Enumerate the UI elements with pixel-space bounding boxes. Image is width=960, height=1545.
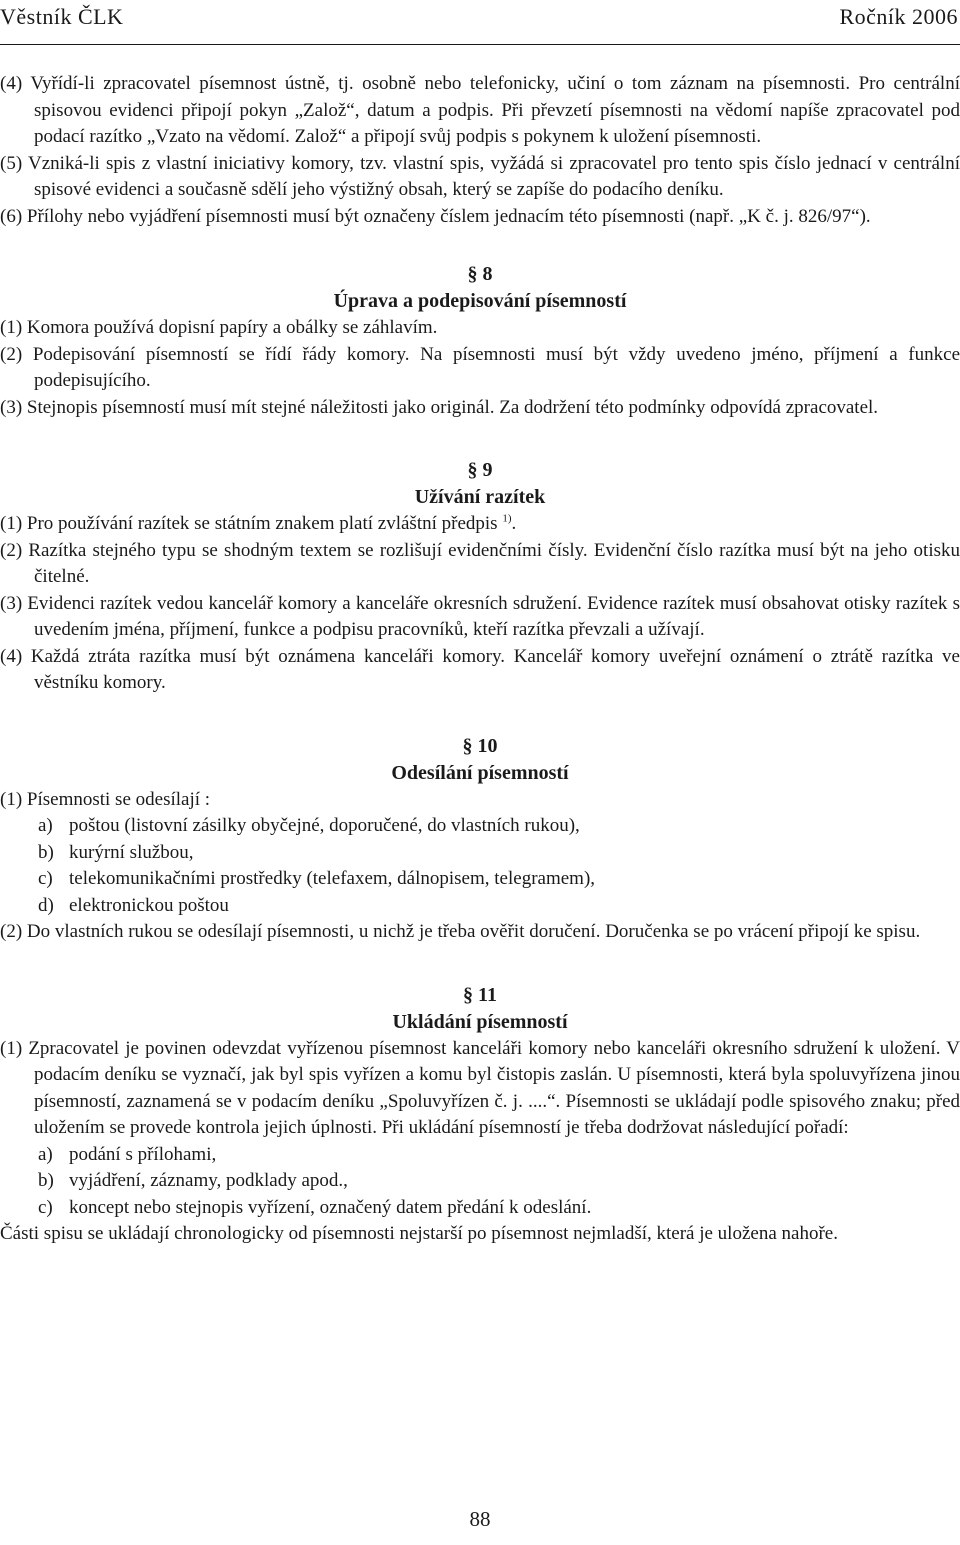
paragraph: (2) Do vlastních rukou se odesílají písemnosti, u nichž je třeba ověřit doručení. Doručenka se po vrácení připojí ke spisu. bbox=[0, 921, 921, 942]
list-text: telekomunikačními prostředky (telefaxem, dálnopisem, telegramem), bbox=[69, 868, 596, 889]
section-number: § 8 bbox=[467, 263, 493, 285]
section-title: Odesílání písemností bbox=[391, 761, 569, 784]
list-text: kurýrní službou, bbox=[69, 841, 194, 863]
section-11 bbox=[0, 982, 960, 1248]
document-body bbox=[0, 71, 960, 1248]
list-text: vyjádření, záznamy, podklady apod., bbox=[69, 1170, 348, 1191]
section-number: § 9 bbox=[467, 459, 493, 481]
section-10 bbox=[0, 733, 960, 946]
list-marker: d) bbox=[38, 894, 54, 916]
footnote-reference: 1) bbox=[502, 512, 512, 525]
list-text: elektronickou poštou bbox=[69, 894, 229, 916]
page-number: 88 bbox=[469, 1507, 491, 1531]
header-rule bbox=[0, 44, 960, 45]
list-item bbox=[0, 866, 960, 893]
section-number: § 11 bbox=[463, 983, 497, 1006]
paragraph: (1) Komora používá dopisní papíry a obálky se záhlavím. bbox=[0, 317, 438, 338]
list-marker: c) bbox=[38, 1196, 53, 1218]
section-number: § 10 bbox=[462, 734, 498, 757]
paragraph: (4) Každá ztráta razítka musí být oznámena kanceláři komory. Kancelář komory uveřejní oznámení o ztrátě razítka ve věstníku komory. bbox=[0, 645, 960, 693]
list-marker: b) bbox=[38, 1170, 54, 1191]
section-9 bbox=[0, 457, 960, 697]
section-title: Úprava a podepisování písemností bbox=[333, 290, 627, 312]
paragraph-end: . bbox=[511, 513, 517, 534]
list-marker: b) bbox=[38, 841, 54, 863]
paragraph: (3) Stejnopis písemností musí mít stejné náležitosti jako originál. Za dodržení této podmínky odpovídá zpracovatel. bbox=[0, 396, 879, 418]
paragraph: (3) Evidenci razítek vedou kancelář komory a kanceláře okresních sdružení. Evidence razítek musí obsahovat otisky razítek s uvedením jména, příjmení, funkce a podpisu pracovníků, kteří razítka převzali a užívají. bbox=[0, 592, 960, 640]
list-item bbox=[0, 1142, 960, 1169]
list-marker: c) bbox=[38, 868, 53, 889]
list-item bbox=[0, 840, 960, 867]
section-title: Ukládání písemností bbox=[392, 1010, 568, 1033]
list-marker: a) bbox=[38, 815, 53, 836]
paragraph-6: (6) Přílohy nebo vyjádření písemnosti musí být označeny číslem jednacím této písemnosti (např. „K č. j. 826/97“). bbox=[0, 205, 871, 227]
paragraph: (1) Zpracovatel je povinen odevzdat vyřízenou písemnost kanceláři komory nebo kanceláři okresního sdružení k uložení. V podacím deníku se vyznačí, jak byl spis vyřízen a komu byl čistopis zaslán. U písemnosti, která byla spoluvyřízena jinou písemností, zaznamená se v podacím deníku „Spoluvyřízen č. j. ....“. Písemnosti se ukládají podle spisového znaku; před uložením se provede kontrola jejich úplnosti. Při ukládání písemností je třeba dodržovat následující pořadí: bbox=[0, 1037, 960, 1138]
paragraph: (2) Razítka stejného typu se shodným textem se rozlišují evidenčními čísly. Evidenční číslo razítka musí být na jeho otisku čitelné. bbox=[0, 539, 960, 587]
paragraph-4: (4) Vyřídí-li zpracovatel písemnost ústně, tj. osobně nebo telefonicky, učiní o tom záznam na písemnosti. Pro centrální spisovou evidenci připojí pokyn „Založ“, datum a podpis. Při převzetí písemnosti na vědomí napíše zpracovatel pod podací razítko „Vzato na vědomí. Založ“ a připojí svůj podpis s pokynem k uložení písemnosti. bbox=[0, 73, 960, 147]
list-text: koncept nebo stejnopis vyřízení, označený datem předání k odeslání. bbox=[69, 1196, 592, 1218]
paragraph bbox=[0, 511, 960, 538]
list-item bbox=[0, 893, 960, 920]
list-text: podání s přílohami, bbox=[69, 1143, 217, 1165]
list-text: poštou (listovní zásilky obyčejné, doporučené, do vlastních rukou), bbox=[69, 815, 580, 836]
list-marker: a) bbox=[38, 1143, 53, 1165]
volume-year: Ročník 2006 bbox=[839, 4, 958, 29]
list-item bbox=[0, 1168, 960, 1195]
paragraph: (2) Podepisování písemností se řídí řády komory. Na písemnosti musí být vždy uvedeno jméno, příjmení a funkce podepisujícího. bbox=[0, 343, 960, 391]
paragraph: (1) Písemnosti se odesílají : bbox=[0, 788, 211, 810]
running-header bbox=[0, 4, 960, 34]
section-title: Užívání razítek bbox=[414, 486, 546, 508]
journal-title: Věstník ČLK bbox=[0, 4, 124, 29]
paragraph-text: (1) Pro používání razítek se státním znakem platí zvláštní předpis bbox=[0, 513, 498, 534]
section-8 bbox=[0, 261, 960, 421]
closing-paragraph: Části spisu se ukládají chronologicky od písemnosti nejstarší po písemnost nejmladší, která je uložena nahoře. bbox=[0, 1223, 838, 1244]
list-item bbox=[0, 1195, 960, 1222]
list-item bbox=[0, 813, 960, 840]
paragraph-5: (5) Vzniká-li spis z vlastní iniciativy komory, tzv. vlastní spis, vyžádá si zpracovatel pro tento spis číslo jednací v centrální spisové evidenci a současně sdělí jeho výstižný obsah, který se zapíše do podacího deníku. bbox=[0, 152, 960, 200]
